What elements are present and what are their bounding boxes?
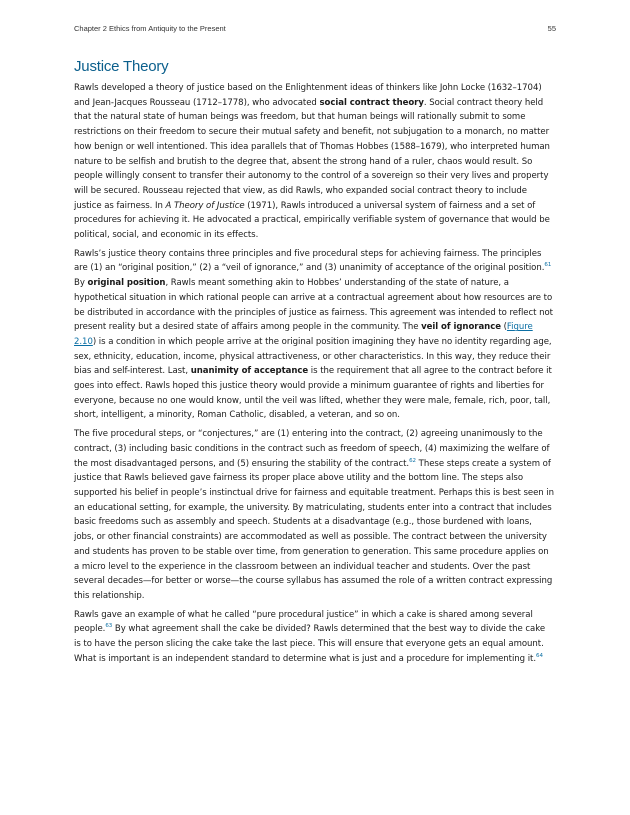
book-title: A Theory of Justice [165, 200, 245, 211]
running-header [74, 24, 556, 33]
footnote-ref-63[interactable]: 63 [105, 623, 113, 630]
text-span: . Social contract theory held that the natural state of human beings was freedom, but that human beings will rationally submit to some restrictions on their freedom to secure their mutual safety and benefit, not subjugation to a monarch, no matter how benign or well intentioned. This idea parallels that of Thomas Hobbes (1588–1679), who interpreted human nature to be selfish and brutish to the degree that, absent the strong hand of a ruler, chaos would result. So people willingly consent to transfer their autonomy to the control of a sovereign so their very lives and property will be secured. Rousseau rejected that view, as did Rawls, who expanded social contract theory to include justice as fairness. In [74, 97, 550, 211]
section-title: Justice Theory [74, 58, 169, 75]
body-text [74, 81, 554, 670]
text-span: Rawls gave an example of what he called “pure procedural justice” in which a cake is shared among several people. [74, 609, 533, 635]
text-span: Rawls’s justice theory contains three principles and five procedural steps for achieving fairness. The principles are (1) an “original position,” (2) a “veil of ignorance,” and (3) unanimity of acceptance of the original position. [74, 248, 545, 274]
text-span: By [74, 278, 88, 289]
page-number: 55 [547, 24, 556, 33]
paragraph-2 [74, 247, 554, 423]
chapter-title: Chapter 2 Ethics from Antiquity to the Present [74, 24, 226, 33]
figure-link[interactable]: Figure 2.10 [74, 322, 533, 347]
term-social-contract-theory: social contract theory [319, 97, 424, 108]
text-span: ( [500, 322, 507, 333]
paragraph-4 [74, 608, 554, 667]
text-span: Rawls developed a theory of justice based on the Enlightenment ideas of thinkers like John Locke (1632–1704) and Jean-Jacques Rousseau (1712–1778), who advocated [74, 83, 542, 108]
text-span: is the requirement that all agree to the contract before it goes into effect. Rawls hoped this justice theory would provide a minimum guarantee of rights and liberties for everyone, because no one would know, until the veil was lifted, whether they were male, female, rich, poor, tall, short, intelligent, a minority, Roman Catholic, disabled, a veteran, and so on. [74, 366, 552, 421]
text-span: , Rawls meant something akin to Hobbes’ understanding of the state of nature, a hypothetical situation in which rational people can arrive at a contractual agreement about how resources are to be distributed in accordance with the principles of justice as fairness. This agreement was intended to reflect not present reality but a desired state of affairs among people in the community. The [74, 278, 553, 333]
footnote-ref-61[interactable]: 61 [544, 262, 552, 269]
paragraph-1 [74, 81, 554, 243]
paragraph-3 [74, 427, 554, 603]
text-span: The five procedural steps, or “conjectures,” are (1) entering into the contract, (2) agreeing unanimously to the contract, (3) including basic conditions in the contract such as freedom of speech, (4) maximizing the welfare of the most disadvantaged persons, and (5) ensuring the stability of the contract. [74, 429, 550, 469]
text-span: (1971), Rawls introduced a universal system of fairness and a set of procedures for achieving it. He advocated a practical, empirically verifiable system of governance that would be political, social, and economic in its effects. [74, 200, 550, 241]
term-unanimity-of-acceptance: unanimity of acceptance [190, 366, 309, 377]
footnote-ref-62[interactable]: 62 [409, 457, 416, 464]
footnote-ref-64[interactable]: 64 [536, 652, 543, 659]
term-veil-of-ignorance: veil of ignorance [421, 322, 501, 333]
term-original-position: original position [87, 278, 166, 289]
text-span: These steps create a system of justice that Rawls believed gave fairness its proper place above utility and the bottom line. The steps also supported his belief in people’s instinctual drive for fairness and equitable treatment. Perhaps this is best seen in an educational setting, for example, the university. By matriculating, students enter into a contract that includes basic freedoms such as assembly and speech. Students at a disadvantage (e.g., those burdened with loans, jobs, or other financial constraints) are accommodated as well as possible. The contract between the university and students has proven to be stable over time, from generation to generation. This same procedure applies on a micro level to the experience in the classroom between an individual teacher and students. Over the past several decades—for better or worse—the course syllabus has assumed the role of a written contract expressing this relationship. [74, 458, 555, 601]
text-span: ) is a condition in which people arrive at the original position imagining they have no identity regarding age, sex, ethnicity, education, income, physical attractiveness, or other characteristics. In this way, they reduce their bias and self-interest. Last, [74, 336, 552, 377]
text-span: By what agreement shall the cake be divided? Rawls determined that the best way to divide the cake is to have the person slicing the cake take the last piece. This will ensure that everyone gets an equal amount. What is important is an independent standard to determine what is just and a procedure for implementing it. [74, 624, 546, 664]
